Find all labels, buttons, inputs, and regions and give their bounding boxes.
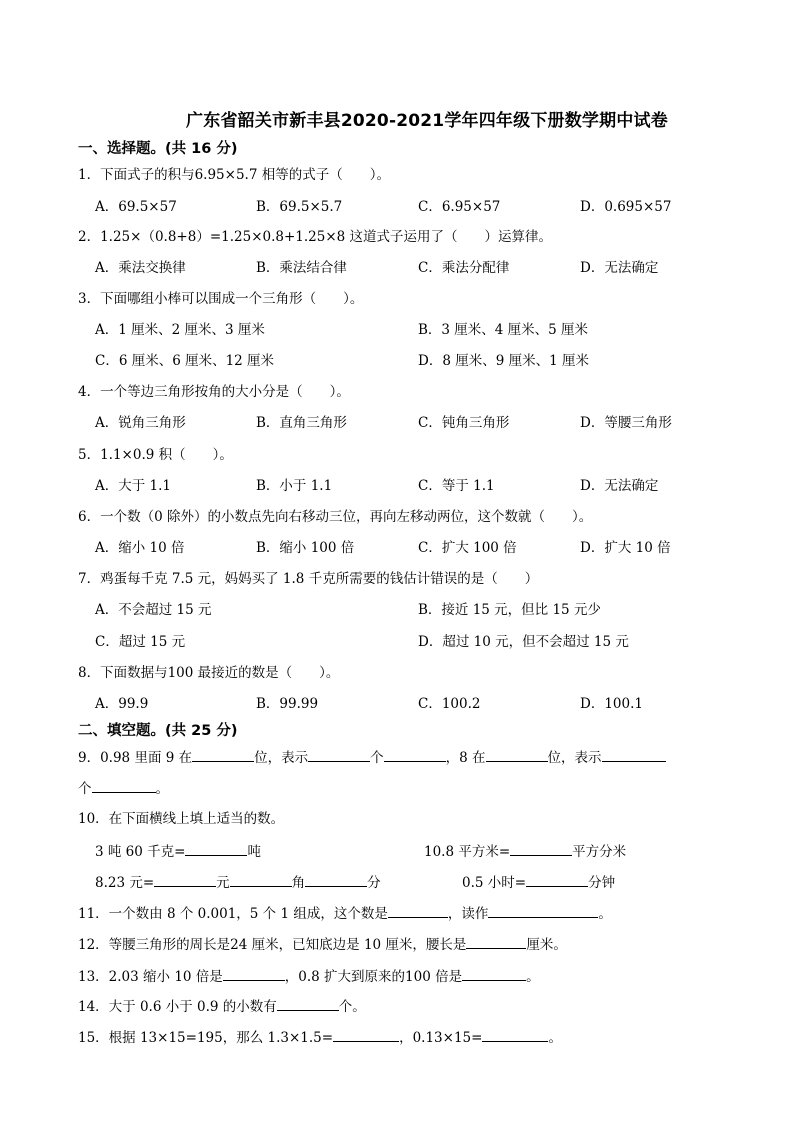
question-4-stem: 4．一个等边三角形按角的大小分是（ ）。 [78,384,350,400]
answer-blank[interactable] [277,997,339,1011]
question-8-option-d: D．100.1 [580,696,643,712]
question-1-option-a: A．69.5×57 [95,199,177,215]
question-11-text: ，读作 [447,906,489,922]
answer-blank[interactable] [602,748,666,762]
question-10-text: 8.23 元= [95,875,155,891]
question-3-option-b: B．3 厘米、4 厘米、5 厘米 [418,322,589,338]
question-3-stem: 3．下面哪组小棒可以围成一个三角形（ ）。 [78,291,364,307]
question-8-stem: 8．下面数据与100 最接近的数是（ ）。 [78,665,340,681]
question-1-option-c: C．6.95×57 [418,199,501,215]
question-7-option-a: A．不会超过 15 元 [95,602,212,618]
question-3-option-d: D．8 厘米、9 厘米、1 厘米 [418,353,589,369]
question-10-item-1 [95,842,261,861]
question-15 [78,1028,562,1047]
answer-blank[interactable] [230,873,292,887]
title-text: 广东省韶关市新丰县2020-2021学年四年级下册数学期中试卷 [186,111,668,131]
question-10-text: 元 [216,875,230,891]
question-15-text: 15．根据 13×15=195，那么 1.3×1.5= [78,1030,334,1046]
question-10-text: 吨 [247,844,261,860]
question-10-text: 平方分米 [572,844,627,860]
question-13-text: 。 [526,969,540,985]
question-10-item-2 [424,842,626,861]
answer-blank[interactable] [192,748,254,762]
question-11 [78,904,612,923]
question-2-option-a: A．乘法交换律 [95,260,186,276]
question-10-stem: 10．在下面横线上填上适当的数。 [78,811,285,827]
question-14-text: 个。 [338,999,366,1015]
question-10-item-4 [462,873,615,892]
question-6-stem: 6．一个数（0 除外）的小数点先向右移动三位，再向左移动两位，这个数就（ ）。 [78,509,593,525]
question-10-text: 0.5 小时= [462,875,527,891]
question-15-text: 。 [548,1030,562,1046]
answer-blank[interactable] [510,842,572,856]
question-6-option-c: C．扩大 100 倍 [418,540,517,556]
question-4-option-a: A．锐角三角形 [95,415,186,431]
question-10-text: 角 [291,875,306,891]
section-choice-heading: 一、选择题。(共 16 分) [78,141,238,157]
answer-blank[interactable] [333,1028,399,1042]
question-2-stem: 2．1.25×（0.8+8）=1.25×0.8+1.25×8 这道式子运用了（ ）运算律。 [78,229,553,245]
question-9-text: 位，表示 [254,750,309,766]
question-5-option-a: A．大于 1.1 [95,478,172,494]
question-8-option-a: A．99.9 [95,696,149,712]
question-13-text: 13．2.03 缩小 10 倍是 [78,969,223,985]
page-title [0,106,794,131]
question-7-option-d: D．超过 10 元，但不会超过 15 元 [418,634,629,650]
question-5-option-d: D．无法确定 [580,478,659,494]
question-6-option-b: B．缩小 100 倍 [256,540,355,556]
question-2-option-d: D．无法确定 [580,260,659,276]
question-9-text: 。 [155,781,169,797]
question-15-text: ，0.13×15= [399,1030,483,1046]
question-7-option-c: C．超过 15 元 [95,634,186,650]
question-12-text: 厘米。 [526,937,567,953]
question-5-option-b: B．小于 1.1 [256,478,333,494]
question-14-text: 14．大于 0.6 小于 0.9 的小数有 [78,999,277,1015]
question-13-text: ，0.8 扩大到原来的100 倍是 [284,969,463,985]
answer-blank[interactable] [388,904,448,918]
answer-blank[interactable] [384,748,446,762]
question-5-option-c: C．等于 1.1 [418,478,495,494]
answer-blank[interactable] [223,967,285,981]
question-1-option-b: B．69.5×5.7 [256,199,343,215]
question-11-text: 11．一个数由 8 个 0.001，5 个 1 组成，这个数是 [78,906,388,922]
answer-blank[interactable] [305,873,367,887]
question-7-option-b: B．接近 15 元，但比 15 元少 [418,602,601,618]
question-13 [78,967,540,986]
answer-blank[interactable] [486,748,548,762]
question-9-text: 个 [370,750,384,766]
section-fill-heading: 二、填空题。(共 25 分) [78,723,238,739]
question-9-text: 位，表示 [547,750,602,766]
question-12 [78,935,567,954]
answer-blank[interactable] [308,748,370,762]
question-7-stem: 7．鸡蛋每千克 7.5 元，妈妈买了 1.8 千克所需要的钱估计错误的是（ ） [78,571,539,587]
answer-blank[interactable] [185,842,247,856]
question-5-stem: 5．1.1×0.9 积（ ）。 [78,447,233,463]
question-3-option-a: A．1 厘米、2 厘米、3 厘米 [95,322,265,338]
question-2-option-c: C．乘法分配律 [418,260,510,276]
question-9-text: 个 [78,781,92,797]
answer-blank[interactable] [482,1028,548,1042]
question-1-stem: 1．下面式子的积与6.95×5.7 相等的式子（ ）。 [78,167,390,183]
question-4-option-d: D．等腰三角形 [580,415,672,431]
question-11-text: 。 [598,906,612,922]
question-8-option-c: C．100.2 [418,696,481,712]
answer-blank[interactable] [488,904,598,918]
question-6-option-d: D．扩大 10 倍 [580,540,671,556]
question-4-option-c: C．钝角三角形 [418,415,510,431]
question-10-item-3 [95,873,381,892]
answer-blank[interactable] [526,873,588,887]
question-9-text: ，8 在 [445,750,486,766]
question-10-text: 分钟 [588,875,616,891]
question-9-line-2 [78,779,169,798]
question-6-option-a: A．缩小 10 倍 [95,540,185,556]
question-12-text: 12．等腰三角形的周长是24 厘米，已知底边是 10 厘米，腰长是 [78,937,467,953]
question-4-option-b: B．直角三角形 [256,415,347,431]
answer-blank[interactable] [92,779,156,793]
question-9-text: 9．0.98 里面 9 在 [78,750,193,766]
question-1-option-d: D．0.695×57 [580,199,672,215]
answer-blank[interactable] [462,967,526,981]
question-2-option-b: B．乘法结合律 [256,260,347,276]
question-10-text: 分 [367,875,381,891]
answer-blank[interactable] [466,935,526,949]
question-14 [78,997,366,1016]
question-10-text: 3 吨 60 千克= [95,844,186,860]
answer-blank[interactable] [154,873,216,887]
question-8-option-b: B．99.99 [256,696,319,712]
question-3-option-c: C．6 厘米、6 厘米、12 厘米 [95,353,275,369]
question-10-text: 10.8 平方米= [424,844,511,860]
question-9-line-1 [78,748,666,767]
